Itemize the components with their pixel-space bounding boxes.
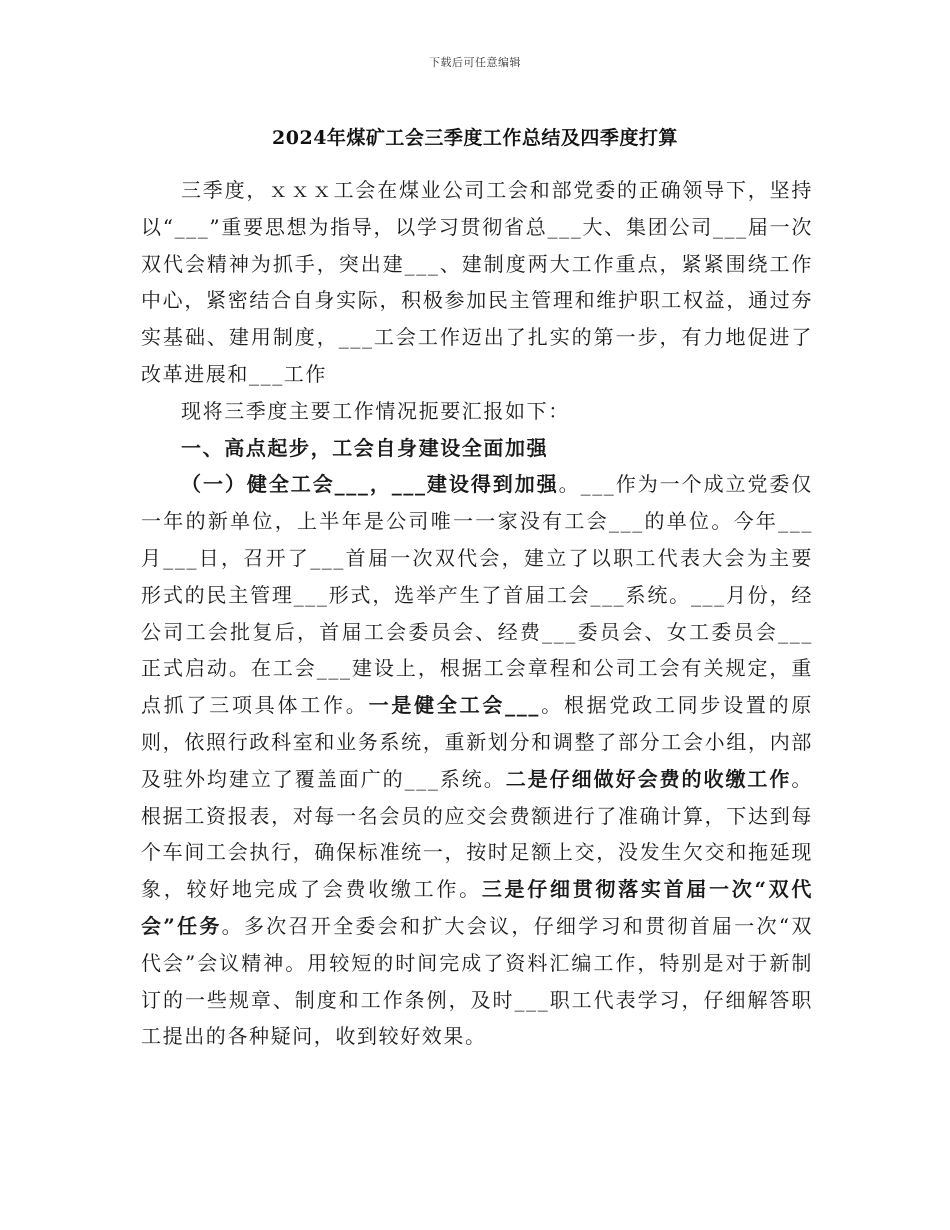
document-title: 2024年煤矿工会三季度工作总结及四季度打算 [272,127,678,149]
point-three-heading: 三是仔细贯彻落实首届一次“双代会”任务 [141,877,813,938]
section-heading-1: 一、高点起步，工会自身建设全面加强 [181,435,549,460]
paragraph-section-1-1 [141,466,813,1055]
header-note: 下载后可任意编辑 [429,56,521,69]
paragraph-text: 。根据工资报表，对每一名会员的应交会费额进行了准确计算，下达到每个车间工会执行，确保标准统一，按时足额上交，没发生欠交和拖延现象，较好地完成了会费收缴工作。 [141,766,813,902]
paragraph-intro: 三季度，ｘｘｘ工会在煤业公司工会和部党委的正确领导下，坚持以“___”重要思想为指导，以学习贯彻省总___大、集团公司___届一次双代会精神为抓手，突出建___、建制度两大工作重点，紧紧围绕工作中心，紧密结合自身实际，积极参加民主管理和维护职工权益，通过夯实基础、建用制度，___工会工作迈出了扎实的第一步，有力地促进了改革进展和___工作 [141,178,813,386]
paragraph-text: 。___作为一个成立党委仅一年的新单位，上半年是公司唯一一家没有工会___的单位。今年___月___日，召开了___首届一次双代会，建立了以职工代表大会为主要形式的民主管理___形式，选举产生了首届工会___系统。___月份，经公司工会批复后，首届工会委员会、经费___委员会、女工委员会___正式启动。在工会___建设上，根据工会章程和公司工会有关规定，重点抓了三项具体工作。 [141,472,813,718]
paragraph-text: 。多次召开全委会和扩大会议，仔细学习和贯彻首届一次“双代会”会议精神。用较短的时间完成了资料汇编工作，特别是对于新制订的一些规章、制度和工作条例，及时___职工代表学习，仔细解答职工提出的各种疑问，收到较好效果。 [141,913,813,1049]
point-two-heading: 二是仔细做好会费的收缴工作 [505,766,792,791]
paragraph-summary-lead: 现将三季度主要工作情况扼要汇报如下： [181,398,570,423]
point-one-heading: 一是健全工会___ [368,693,540,718]
subheading-1-1: （一）健全工会___，___建设得到加强 [181,472,559,497]
document-body [141,172,813,1055]
paragraph-text: 。根据党政工同步设置的原则，依照行政科室和业务系统，重新划分和调整了部分工会小组，内部及驻外均建立了覆盖面广的___系统。 [141,693,814,791]
